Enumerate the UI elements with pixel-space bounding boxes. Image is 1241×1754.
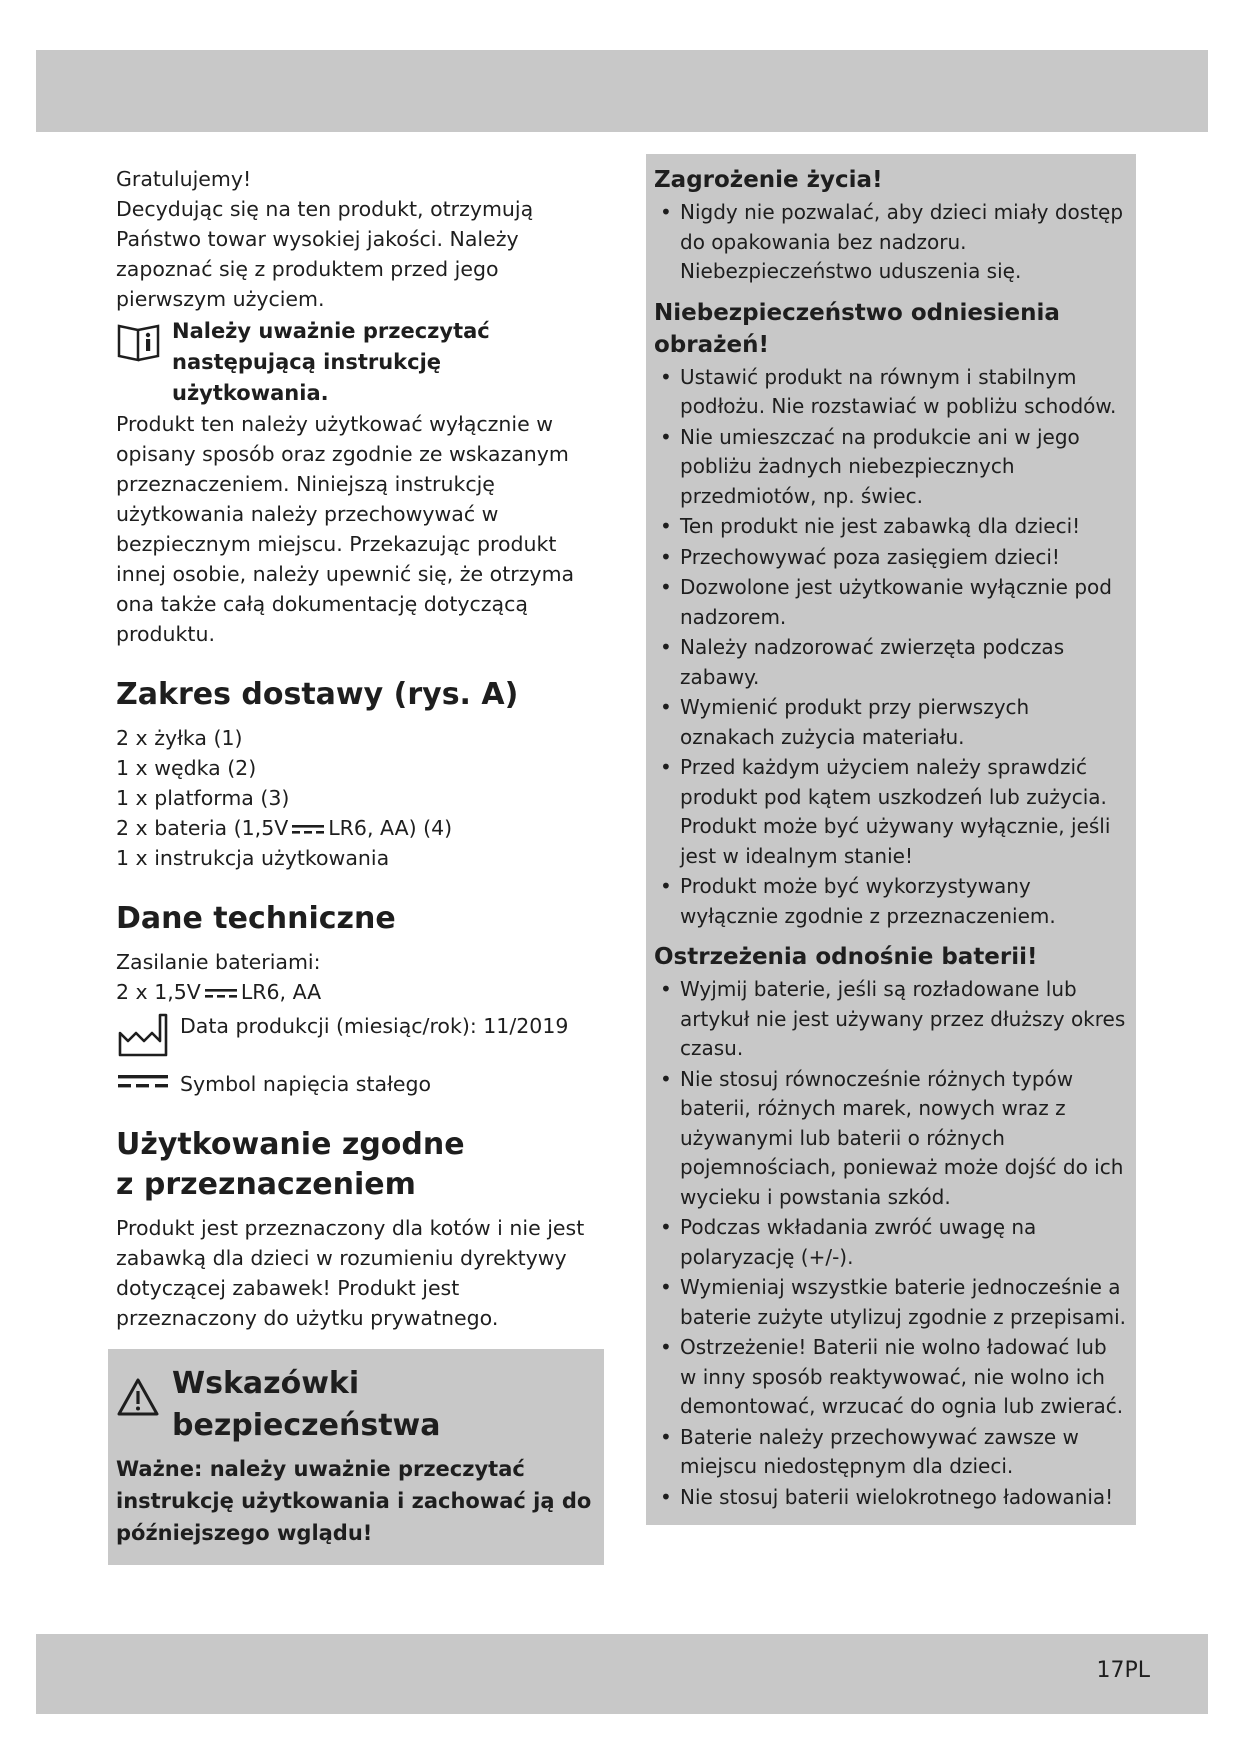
footer-band [36,1634,1208,1714]
list-item: • Należy nadzorować zwierzęta podczas zabawy. [654,633,1128,692]
list-item: • Podczas wkładania zwróć uwagę na polaryzację (+/-). [654,1213,1128,1272]
list-item: • Dozwolone jest użytkowanie wyłącznie pod nadzorem. [654,573,1128,632]
danger-life-list [654,198,1128,287]
safety-important-text: Ważne: należy uważnie przeczytać instrukcję użytkowania i zachować ją do późniejszego wglądu! [116,1457,592,1545]
list-item: • Nigdy nie pozwalać, aby dzieci miały dostęp do opakowania bez nadzoru. Niebezpieczeństwo uduszenia się. [654,198,1128,287]
list-item: • Nie stosuj baterii wielokrotnego ładowania! [654,1483,1128,1513]
battery-suffix: LR6, AA) (4) [328,816,453,840]
list-item: • Ustawić produkt na równym i stabilnym podłożu. Nie rozstawiać w pobliżu schodów. [654,363,1128,422]
left-column [116,164,596,1565]
warning-triangle-icon [116,1377,160,1417]
power-prefix: 2 x 1,5V [116,980,201,1004]
power-value [116,977,596,1007]
production-date-row [116,1011,596,1065]
page-number: 17PL [1096,1658,1150,1683]
list-item: • Wyjmij baterie, jeśli są rozładowane lub artykuł nie jest używany przez dłuższy okres czasu. [654,975,1128,1064]
list-item: • Ten produkt nie jest zabawką dla dzieci! [654,512,1128,542]
right-column-warnings [646,154,1136,1525]
list-item: • Produkt może być wykorzystywany wyłącznie zgodnie z przeznaczeniem. [654,872,1128,931]
dc-symbol-row [116,1069,596,1099]
danger-injury-title: Niebezpieczeństwo odniesienia obrażeń! [654,299,1060,358]
list-item: • Przed każdym użyciem należy sprawdzić produkt pod kątem uszkodzeń lub zużycia. Produkt może być używany wyłącznie, jeśli jest w idealnym stanie! [654,753,1128,871]
battery-warnings-title: Ostrzeżenia odnośnie baterii! [654,944,1038,970]
manual-book-icon [116,322,164,362]
intro-paragraph: Decydując się na ten produkt, otrzymują Państwo towar wysokiej jakości. Należy zapoznać się z produktem przed jego pierwszym użyciem. [116,197,534,311]
read-instructions-note [116,316,596,409]
delivery-title: Zakres dostawy (rys. A) [116,677,519,712]
intended-use-title: Użytkowanie zgodne z przeznaczeniem [116,1127,465,1202]
production-date-icon [116,1011,170,1061]
list-item: • Wymieniaj wszystkie baterie jednocześnie a baterie zużyte utylizuj zgodnie z przepisami. [654,1273,1128,1332]
list-item: • Wymienić produkt przy pierwszych oznakach zużycia materiału. [654,693,1128,752]
read-note-text: Należy uważnie przeczytać następującą instrukcję użytkowania. [172,319,490,405]
production-date-text: Data produkcji (miesiąc/rok): 11/2019 [180,1014,569,1038]
list-item-battery [116,813,596,843]
technical-title: Dane techniczne [116,901,396,936]
dc-symbol-icon [203,987,239,999]
danger-life-title: Zagrożenie życia! [654,167,883,193]
intended-use-text: Produkt jest przeznaczony dla kotów i nie jest zabawką dla dzieci w rozumieniu dyrektywy dotyczącej zabawek! Produkt jest przeznaczony do użytku prywatnego. [116,1216,585,1330]
battery-prefix: 2 x bateria (1,5V [116,816,289,840]
delivery-list [116,723,596,873]
usage-paragraph: Produkt ten należy użytkować wyłącznie w opisany sposób oraz zgodnie ze wskazanym przeznaczeniem. Niniejszą instrukcję użytkowania należy przechowywać w bezpiecznym miejscu. Przekazując produkt innej osobie, należy upewnić się, że otrzyma ona także całą dokumentację dotyczącą produktu. [116,412,575,646]
list-item: • Przechowywać poza zasięgiem dzieci! [654,543,1128,573]
battery-warnings-list [654,975,1128,1512]
list-item: 1 x platforma (3) [116,786,290,810]
list-item: 1 x wędka (2) [116,756,257,780]
danger-injury-list [654,363,1128,932]
list-item: • Nie stosuj równocześnie różnych typów baterii, różnych marek, nowych wraz z używanymi lub baterii o różnych pojemnościach, ponieważ może dojść do ich wycieku i powstania szkód. [654,1065,1128,1213]
power-label: Zasilanie bateriami: [116,950,321,974]
list-item: • Nie umieszczać na produkcie ani w jego pobliżu żadnych niebezpiecznych przedmiotów, np. świec. [654,423,1128,512]
header-band [36,50,1208,132]
dc-symbol-icon [116,1069,170,1093]
safety-notice-box [108,1349,604,1565]
greeting: Gratulujemy! [116,167,252,191]
safety-title: Wskazówki bezpieczeństwa [172,1366,441,1443]
list-item: 2 x żyłka (1) [116,726,243,750]
list-item: • Baterie należy przechowywać zawsze w miejscu niedostępnym dla dzieci. [654,1423,1128,1482]
dc-symbol-icon [290,823,326,835]
list-item: 1 x instrukcja użytkowania [116,846,390,870]
list-item: • Ostrzeżenie! Baterii nie wolno ładować lub w inny sposób reaktywować, nie wolno ich demontować, wrzucać do ognia lub zwierać. [654,1333,1128,1422]
dc-symbol-text: Symbol napięcia stałego [180,1072,432,1096]
power-suffix: LR6, AA [240,980,322,1004]
